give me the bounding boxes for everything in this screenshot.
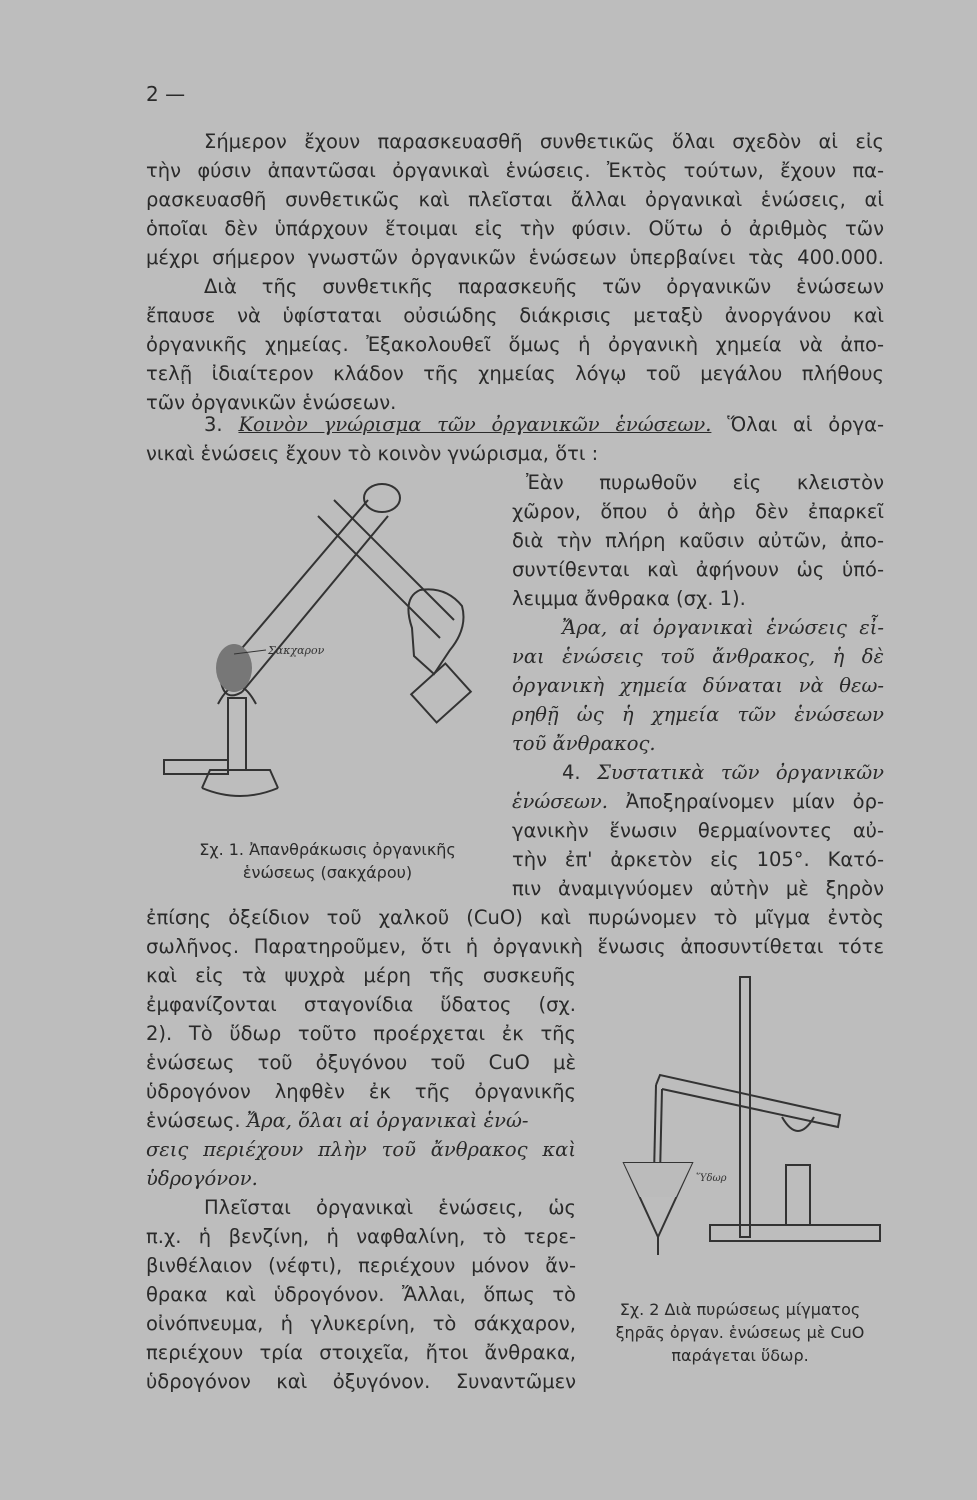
conclusion-line: ρηθῇ ὡς ἡ χημεία τῶν ἑνώσεων [512, 703, 884, 726]
text-line: ὑδρογόνον καὶ ὀξυγόνον. Συναντῶμεν [146, 1370, 576, 1393]
text-line: πιν ἀναμιγνύομεν αὐτὴν μὲ ξηρὸν [512, 877, 884, 900]
italic-span: Ἄρα, ὅλαι αἱ ὀργανικαὶ ἑνώ- [246, 1109, 529, 1132]
text-line: λειμμα ἄνθρακα (σχ. 1). [512, 587, 746, 610]
text-line [146, 1107, 576, 1134]
text-line: ὀργανικῆς χημείας. Ἐξακολουθεῖ ὅμως ἡ ὀργανικὴ χημεία νὰ ἀπο- [146, 333, 884, 356]
sugar-label: Σάκχαρον [268, 644, 325, 657]
burner-base [202, 788, 278, 796]
text-line: τὴν φύσιν ἀπαντῶσαι ὀργανικαὶ ἑνώσεις. Ἐκτὸς τούτων, ἔχουν πα- [146, 159, 884, 182]
conclusion-line: ναι ἑνώσεις τοῦ ἄνθρακος, ἡ δὲ [512, 645, 884, 668]
section-4-heading [512, 759, 884, 786]
text-line: θρακα καὶ ὑδρογόνον. Ἄλλαι, ὅπως τὸ [146, 1283, 576, 1306]
burner-tube [228, 698, 246, 770]
text-line: χῶρον, ὅπου ὁ ἀὴρ δὲν ἐπαρκεῖ [512, 500, 884, 523]
text-line: π.χ. ἡ βενζίνη, ἡ ναφθαλίνη, τὸ τερε- [146, 1225, 576, 1248]
gas-inlet [164, 760, 228, 774]
text-line: ἐπίσης ὀξείδιον τοῦ χαλκοῦ (CuO) καὶ πυρώνομεν τὸ μῖγμα ἐντὸς [146, 906, 884, 929]
conclusion-line: ὀργανικὴ χημεία δύναται νὰ θεω- [512, 674, 884, 697]
section-4-heading-cont [512, 788, 884, 815]
text-span: ἑνώσεως. [146, 1109, 241, 1132]
text-line: συντίθενται καὶ ἀφήνουν ὡς ὑπό- [512, 558, 884, 581]
section-number: 4. [562, 761, 581, 784]
figure-1-carbonization [150, 478, 510, 818]
section-number: 3. [204, 413, 223, 436]
text-line: καὶ εἰς τὰ ψυχρὰ μέρη τῆς συσκευῆς [146, 964, 576, 987]
tube-holder [318, 500, 454, 638]
text-line: ἔπαυσε νὰ ὑφίσταται οὐσιώδης διάκρισις μεταξὺ ἀνοργάνου καὶ [146, 304, 884, 327]
water-label: Ὕδωρ [696, 1173, 727, 1184]
text-line: Πλεῖσται ὀργανικαὶ ἑνώσεις, ὡς [204, 1196, 576, 1219]
section-3-heading [146, 411, 884, 438]
text-line: 2). Τὸ ὕδωρ τοῦτο προέρχεται ἐκ τῆς [146, 1022, 576, 1045]
text-line: ὁποῖαι δὲν ὑπάρχουν ἕτοιμαι εἰς τὴν φύσιν. Οὕτω ὁ ἀριθμὸς τῶν [146, 217, 884, 240]
text-line: σωλῆνος. Παρατηροῦμεν, ὅτι ἡ ὀργανικὴ ἕνωσις ἀποσυντίθεται τότε [146, 935, 884, 958]
page-number: 2 — [146, 82, 186, 106]
figure-2-caption [590, 1298, 890, 1367]
caption-line: Σχ. 2 Διὰ πυρώσεως μίγματος [619, 1300, 861, 1319]
section-text: Ὅλαι αἱ ὀργα- [727, 413, 885, 436]
conclusion-line: τοῦ ἄνθρακος. [512, 732, 656, 755]
section-title: ἑνώσεων. [512, 790, 608, 813]
text-line: οἰνόπνευμα, ἡ γλυκερίνη, τὸ σάκχαρον, [146, 1312, 576, 1335]
text-line: ἑνώσεως τοῦ ὀξυγόνου τοῦ CuO μὲ [146, 1051, 576, 1074]
caption-line: Σχ. 1. Ἀπανθράκωσις ὀργανικῆς [199, 840, 456, 859]
text-line: γανικὴν ἕνωσιν θερμαίνοντες αὐ- [512, 819, 884, 842]
caption-line: παράγεται ὕδωρ. [671, 1346, 809, 1365]
caption-line: ξηρᾶς ὀργαν. ἑνώσεως μὲ CuO [615, 1323, 865, 1342]
italic-line: ὑδρογόνον. [146, 1167, 258, 1190]
burner [786, 1165, 810, 1225]
text-line: Σήμερον ἔχουν παρασκευασθῆ συνθετικῶς ὅλαι σχεδὸν αἱ εἰς [204, 130, 884, 153]
text-line: ἐμφανίζονται σταγονίδια ὕδατος (σχ. [146, 993, 576, 1016]
handle [411, 663, 471, 722]
text-line: Διὰ τῆς συνθετικῆς παρασκευῆς τῶν ὀργανικῶν ἑνώσεων [204, 275, 884, 298]
text-line: διὰ τὴν πλήρη καῦσιν αὐτῶν, ἀπο- [512, 529, 884, 552]
section-title: Συστατικὰ τῶν ὀργανικῶν [597, 761, 884, 784]
text-line: Ἐὰν πυρωθοῦν εἰς κλειστὸν [526, 471, 884, 494]
section-text: Ἀποξηραίνομεν μίαν ὀρ- [625, 790, 885, 813]
stand-base [710, 1225, 880, 1241]
conclusion-line: Ἄρα, αἱ ὀργανικαὶ ἑνώσεις εἶ- [562, 616, 884, 639]
text-line: τῶν ὀργανικῶν ἑνώσεων. [146, 391, 397, 414]
figure-1-caption [160, 838, 495, 884]
text-line: βινθέλαιον (νέφτι), περιέχουν μόνον ἄν- [146, 1254, 576, 1277]
caption-line: ἑνώσεως (σακχάρου) [242, 863, 413, 882]
section-title: Κοινὸν γνώρισμα τῶν ὀργανικῶν ἑνώσεων. [238, 413, 712, 436]
text-line: περιέχουν τρία στοιχεῖα, ἤτοι ἄνθρακα, [146, 1341, 576, 1364]
text-line: ρασκευασθῆ συνθετικῶς καὶ πλεῖσται ἄλλαι ὀργανικαὶ ἑνώσεις, αἱ [146, 188, 884, 211]
carbon-residue [216, 644, 252, 692]
text-line: τελῇ ἰδιαίτερον κλάδον τῆς χημείας λόγῳ τοῦ μεγάλου πλήθους [146, 362, 884, 385]
text-line: ὑδρογόνον ληφθὲν ἐκ τῆς ὀργανικῆς [146, 1080, 576, 1103]
figure-2-water-apparatus [600, 975, 890, 1285]
italic-line: σεις περιέχουν πλὴν τοῦ ἄνθρακος καὶ [146, 1138, 576, 1161]
text-line: τὴν ἐπ' ἀρκετὸν εἰς 105°. Κατό- [512, 848, 884, 871]
text-line: νικαὶ ἑνώσεις ἔχουν τὸ κοινὸν γνώρισμα, ὅτι : [146, 442, 599, 465]
text-line: μέχρι σήμερον γνωστῶν ὀργανικῶν ἑνώσεων ὑπερβαίνει τὰς 400.000. [146, 246, 884, 269]
